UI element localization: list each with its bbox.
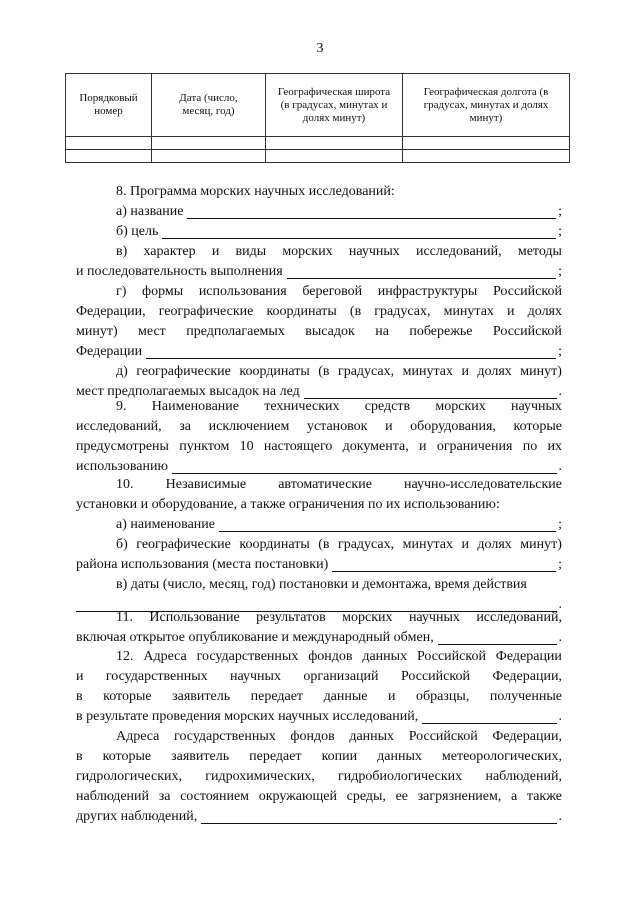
section-8-d-line1: д) географические координаты (в градусах, минутах и долях минут) [116, 364, 562, 379]
punctuation: . [558, 709, 562, 724]
section-11-line1: 11. Использование результатов морских научных исследований, [116, 610, 562, 625]
section-12-line1: 12. Адреса государственных фондов данных Российской Федерации [116, 649, 562, 664]
section-10-line1: 10. Независимые автоматические научно-исследовательские [116, 477, 562, 492]
section-12 [76, 647, 562, 727]
section-12b-line1: Адреса государственных фондов данных Российской Федерации, [116, 729, 562, 744]
section-10-a-label: а) наименование [116, 517, 215, 532]
section-8-g-line3: минут) мест предполагаемых высадок на побережье Российской [76, 324, 562, 339]
section-8-g-line1: г) формы использования береговой инфраструктуры Российской [116, 284, 562, 299]
section-10 [76, 475, 562, 615]
punctuation: ; [558, 264, 562, 279]
page-number: 3 [316, 41, 324, 56]
blank-field [172, 459, 557, 474]
section-8-v-line1 [76, 242, 562, 262]
section-8-v-line2: и последовательность выполнения [76, 264, 283, 279]
section-12-line3: в которые заявитель передает данные и образцы, полученные [76, 689, 562, 704]
section-9-line1: 9. Наименование технических средств морских научных [116, 399, 562, 414]
section-12-line2: и государственных научных организаций Российской Федерации, [76, 669, 562, 684]
section-8-b-label: б) цель [116, 224, 159, 239]
section-11-line2: включая открытое опубликование и международный обмен, [76, 630, 434, 645]
section-12b-line2: в которые заявитель передает копии данных метеорологических, [76, 749, 562, 764]
table-row [66, 137, 570, 150]
section-8-g-line4: Федерации [76, 344, 143, 359]
section-9 [76, 397, 562, 477]
blank-field [146, 344, 556, 359]
section-10-line2: установки и оборудование, а также ограничения по их использованию: [76, 497, 500, 512]
table-row [66, 150, 570, 163]
table-header-row [66, 74, 570, 137]
header-serial-number: Порядковый номер [66, 74, 152, 137]
punctuation: ; [558, 224, 562, 239]
section-12b-line3: гидрологических, гидрохимических, гидробиологических наблюдений, [76, 769, 562, 784]
section-9-line4: использованию [76, 459, 168, 474]
section-10-v-line: в) даты (число, месяц, год) постановки и демонтажа, время действия [116, 577, 527, 592]
punctuation: ; [558, 204, 562, 219]
punctuation: ; [558, 557, 562, 572]
blank-field [332, 557, 556, 572]
punctuation: ; [558, 344, 562, 359]
blank-field [187, 204, 556, 219]
header-date: Дата (число, месяц, год) [152, 74, 266, 137]
blank-field [219, 517, 556, 532]
punctuation: . [558, 809, 562, 824]
blank-field [438, 630, 557, 645]
punctuation: . [558, 459, 562, 474]
section-12-addresses [76, 727, 562, 827]
blank-field [422, 709, 556, 724]
section-12b-line5: других наблюдений, [76, 809, 198, 824]
section-10-b-line2: района использования (места постановки) [76, 557, 329, 572]
punctuation: . [558, 384, 562, 399]
coordinates-table [65, 73, 570, 163]
punctuation: ; [558, 517, 562, 532]
punctuation: . [558, 597, 562, 612]
section-8 [76, 182, 562, 402]
blank-field [162, 224, 556, 239]
header-latitude: Географическая широта (в градусах, минутах и долях минут) [266, 74, 403, 137]
section-9-line3: предусмотрены пунктом 10 настоящего документа, и ограничения по их [76, 439, 562, 454]
punctuation: . [558, 630, 562, 645]
section-8-d-line2: мест предполагаемых высадок на лед [76, 384, 300, 399]
header-longitude: Географическая долгота (в градусах, минутах и долях минут) [403, 74, 570, 137]
text-line: в) характер и виды морских научных исследований, методы [116, 244, 562, 259]
section-11 [76, 608, 562, 648]
section-12b-line4: наблюдений за состоянием окружающей среды, ее загрязнением, а также [76, 789, 562, 804]
section-8-a-label: а) название [116, 204, 184, 219]
blank-field [201, 809, 556, 824]
section-9-line2: исследований, за исключением установок и оборудования, которые [76, 419, 562, 434]
section-8-title: 8. Программа морских научных исследований: [116, 184, 395, 199]
blank-field [287, 264, 556, 279]
section-10-b-line1: б) географические координаты (в градусах, минутах и долях минут) [116, 537, 562, 552]
section-8-g-line2: Федерации, географические координаты (в градусах, минутах и долях [76, 304, 562, 319]
section-12-line4: в результате проведения морских научных исследований, [76, 709, 419, 724]
